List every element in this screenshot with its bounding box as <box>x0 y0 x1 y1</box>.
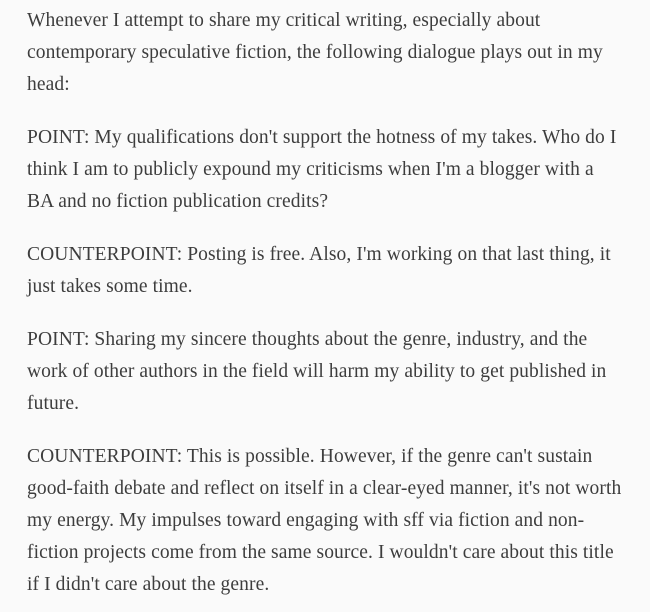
intro-paragraph: Whenever I attempt to share my critical writing, especially about contemporary speculative fiction, the following dialogue plays out in my head: <box>27 10 603 95</box>
point-paragraph-2: POINT: Sharing my sincere thoughts about the genre, industry, and the work of other authors in the field will harm my ability to get published in future. <box>27 329 607 414</box>
point-paragraph-1: POINT: My qualifications don't support the hotness of my takes. Who do I think I am to publicly expound my criticisms when I'm a blogger with a BA and no fiction publication credits? <box>27 127 617 212</box>
counterpoint-paragraph-1: COUNTERPOINT: Posting is free. Also, I'm working on that last thing, it just takes some time. <box>27 244 611 297</box>
counterpoint-paragraph-2: COUNTERPOINT: This is possible. However, if the genre can't sustain good-faith debate and reflect on itself in a clear-eyed manner, it's not worth my energy. My impulses toward engaging with sff via fiction and non-fiction projects come from the same source. I wouldn't care about this title if I didn't care about the genre. <box>27 446 622 595</box>
